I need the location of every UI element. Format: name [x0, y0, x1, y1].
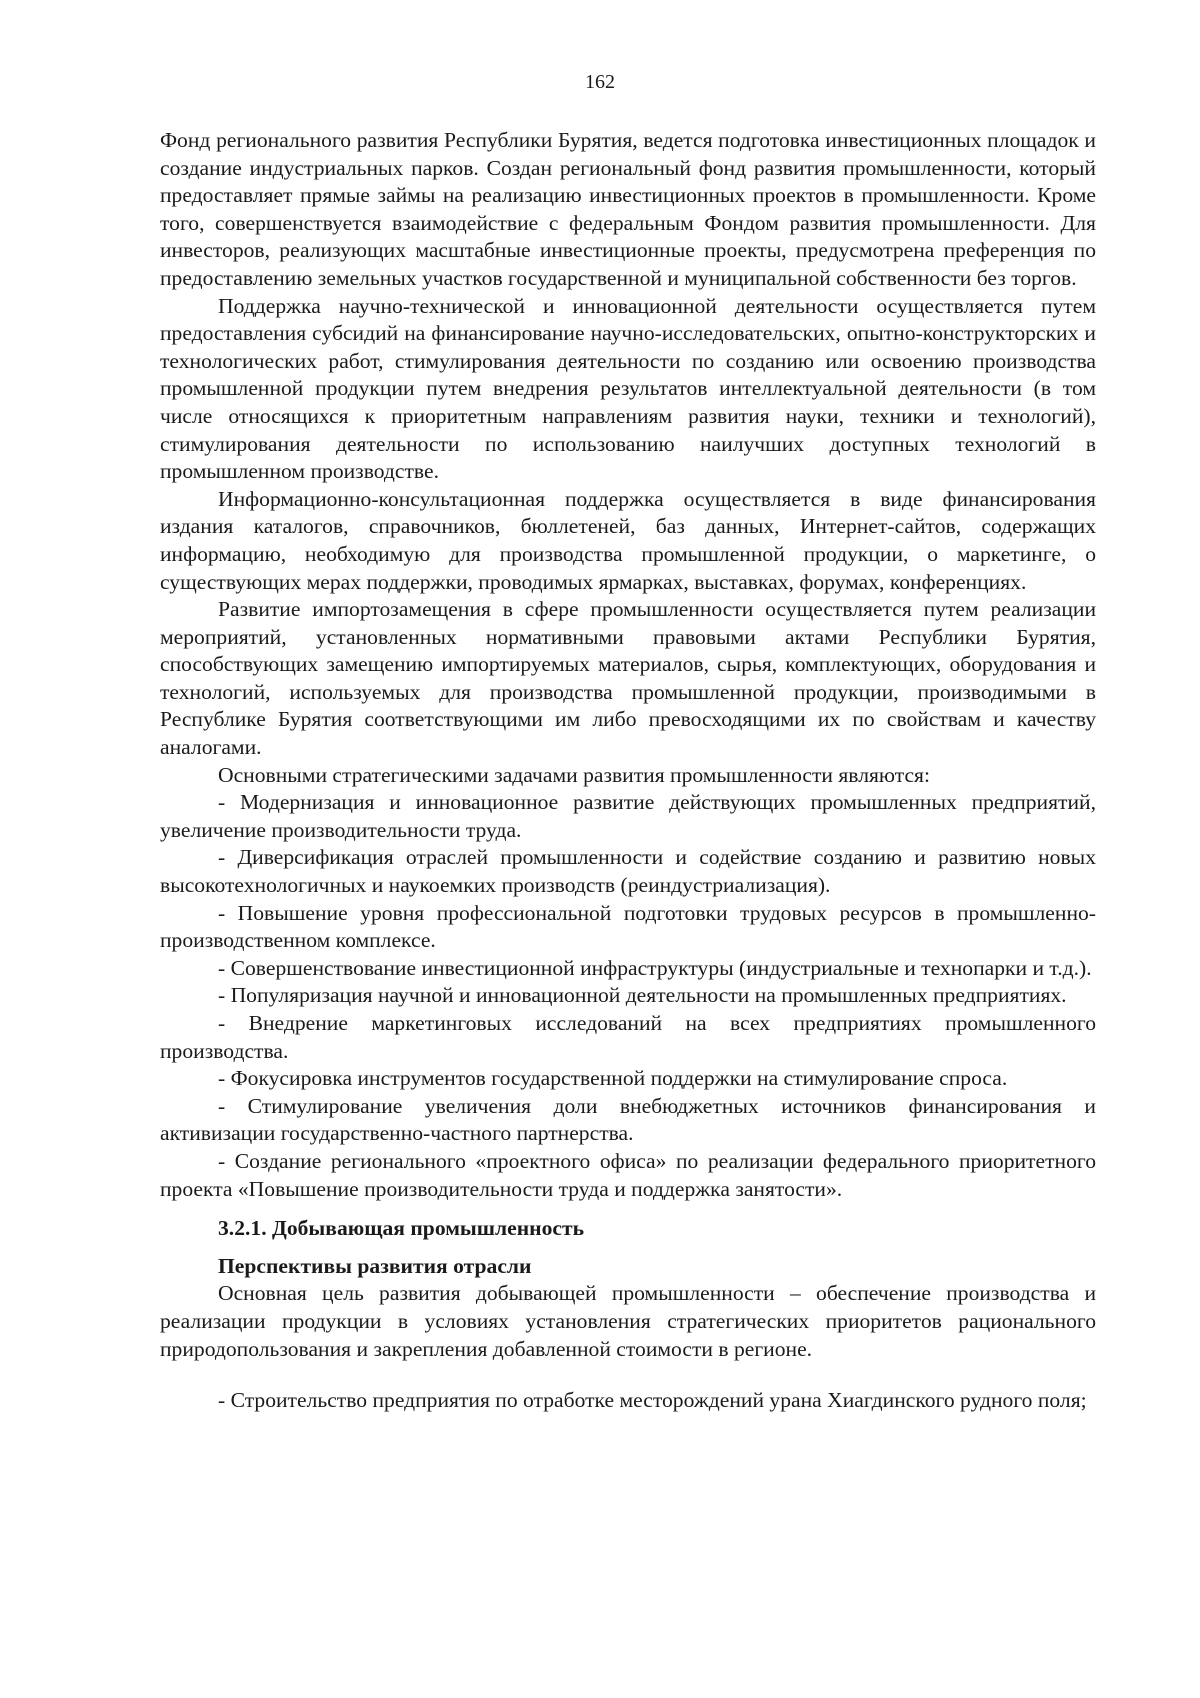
section-heading: 3.2.1. Добывающая промышленность [218, 1216, 584, 1241]
paragraph-main-goal: Основная цель развития добывающей промышленности – обеспечение производства и реализации продукции в условиях установления стратегических приоритетов рационального природопользования и закрепления добавленной стоимости в регионе. [160, 1281, 1096, 1361]
task-item-financing: - Стимулирование увеличения доли внебюджетных источников финансирования и активизации государственно-частного партнерства. [160, 1093, 1096, 1146]
task-item-modernization: - Модернизация и инновационное развитие действующих промышленных предприятий, увеличение производительности труда. [160, 790, 1096, 842]
document-body [160, 127, 1096, 1415]
subsection-heading: Перспективы развития отрасли [218, 1253, 532, 1278]
paragraph-tasks-intro: Основными стратегическими задачами развития промышленности являются: [218, 762, 930, 787]
paragraph-info-support: Информационно-консультационная поддержка осуществляется в виде финансирования издания каталогов, справочников, бюллетеней, баз данных, Интернет-сайтов, содержащих информацию, необходимую для производства промышленной продукции, о маркетинге, о существующих мерах поддержки, проводимых ярмарках, выставках, форумах, конференциях. [160, 486, 1096, 594]
task-item-infrastructure: - Совершенствование инвестиционной инфраструктуры (индустриальные и технопарки и т.д.). [218, 955, 1092, 980]
task-item-project-office: - Создание регионального «проектного офиса» по реализации федерального приоритетного проекта «Повышение производительности труда и поддержка занятости». [160, 1148, 1096, 1201]
page-number: 162 [585, 71, 615, 93]
task-item-training: - Повышение уровня профессиональной подготовки трудовых ресурсов в промышленно-производственном комплексе. [160, 900, 1096, 953]
list-item-uranium: - Строительство предприятия по отработке месторождений урана Хиагдинского рудного поля; [218, 1388, 1087, 1413]
task-item-demand: - Фокусировка инструментов государственной поддержки на стимулирование спроса. [218, 1066, 1008, 1091]
task-item-marketing: - Внедрение маркетинговых исследований на всех предприятиях промышленного производства. [160, 1011, 1096, 1063]
paragraph-import-substitution: Развитие импортозамещения в сфере промышленности осуществляется путем реализации мероприятий, установленных нормативными правовыми актами Республики Бурятия, способствующих замещению импортируемых материалов, сырья, комплектующих, оборудования и технологий, используемых для производства промышленной продукции, производимыми в Республике Бурятия соответствующими им либо превосходящими их по свойствам и качеству аналогами. [160, 597, 1096, 760]
paragraph-continuation: Фонд регионального развития Республики Бурятия, ведется подготовка инвестиционных площадок и создание индустриальных парков. Создан региональный фонд развития промышленности, который предоставляет прямые займы на реализацию инвестиционных проектов в промышленности. Кроме того, совершенствуется взаимодействие с федеральным Фондом развития промышленности. Для инвесторов, реализующих масштабные инвестиционные проекты, предусмотрена преференция по предоставлению земельных участков государственной и муниципальной собственности без торгов. [160, 128, 1096, 290]
task-item-popularization: - Популяризация научной и инновационной деятельности на промышленных предприятиях. [218, 983, 1067, 1008]
task-item-diversification: - Диверсификация отраслей промышленности и содействие созданию и развитию новых высокотехнологичных и наукоемких производств (реиндустриализация). [160, 845, 1096, 898]
paragraph-science-support: Поддержка научно-технической и инновационной деятельности осуществляется путем предоставления субсидий на финансирование научно-исследовательских, опытно-конструкторских и технологических работ, стимулирования деятельности по созданию или освоению производства промышленной продукции путем внедрения результатов интеллектуальной деятельности (в том числе относящихся к приоритетным направлениям развития науки, техники и технологий), стимулирования деятельности по использованию наилучших доступных технологий в промышленном производстве. [160, 293, 1096, 484]
